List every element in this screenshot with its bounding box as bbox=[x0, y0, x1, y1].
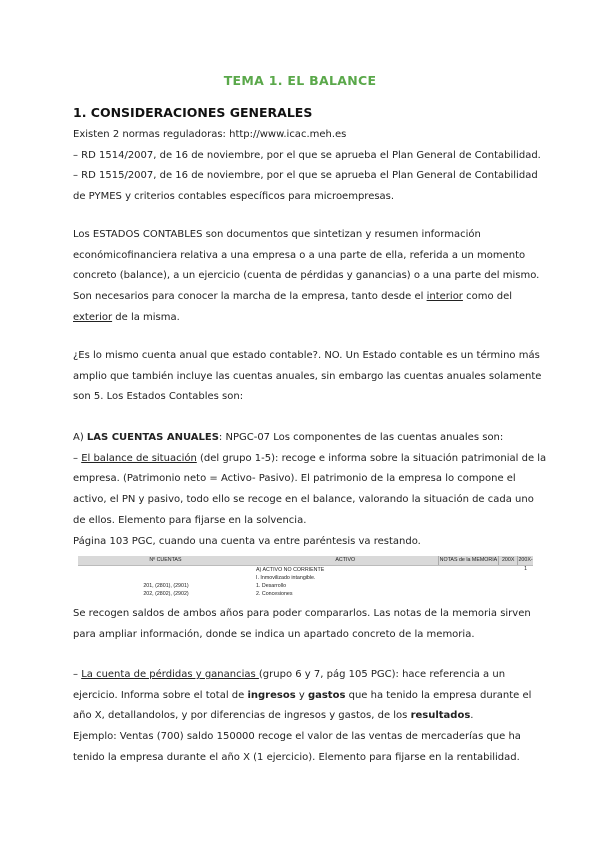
intro-line: Existen 2 normas reguladoras: http://www.icac.meh.es bbox=[73, 129, 347, 140]
cuentas-line: activo, el PN y pasivo, todo ello se recoge en el balance, valorando la situación de cada uno bbox=[73, 494, 534, 506]
text-span: – bbox=[73, 669, 82, 680]
exterior-link-text: exterior bbox=[73, 311, 113, 323]
cell-cuenta bbox=[78, 566, 254, 574]
header-activo: ACTIVO bbox=[335, 557, 356, 563]
text-span: (del grupo 1-5): recoge e informa sobre la situación patrimonial de la bbox=[196, 452, 547, 464]
text-span: Son necesarios para conocer la marcha de la empresa, tanto desde el bbox=[73, 291, 427, 303]
text-span: ejercicio. Informa sobre el total de bbox=[73, 689, 248, 701]
text-span: (grupo 6 y 7, pág 105 PGC): hace referencia a un bbox=[258, 669, 506, 680]
pyg-line: Ejemplo: Ventas (700) saldo 150000 recoge el valor de las ventas de mercaderías que ha bbox=[73, 731, 521, 743]
balance-table-image bbox=[78, 556, 533, 598]
text-span: y bbox=[295, 689, 308, 701]
text-span: . bbox=[470, 710, 474, 722]
text-span: como del bbox=[462, 291, 513, 303]
cell-cuenta: 201, (2801), (2901) bbox=[143, 583, 189, 589]
intro-paragraph bbox=[73, 125, 541, 208]
header-prev-year: 200X-1 bbox=[518, 557, 533, 572]
cell-activo: 2. Concesiones bbox=[256, 591, 293, 597]
text-span: A) bbox=[73, 432, 87, 443]
cuentas-line: Página 103 PGC, cuando una cuenta va entre paréntesis va restando. bbox=[73, 535, 421, 547]
estados-line: Los ESTADOS CONTABLES son documentos que sintetizan y resumen información bbox=[73, 229, 481, 240]
estados-line: económicofinanciera relativa a una empresa o a una parte de ella, referida a un momento bbox=[73, 249, 526, 261]
balance-situacion-underline: El balance de situación bbox=[81, 452, 197, 464]
section-heading: 1. CONSIDERACIONES GENERALES bbox=[73, 105, 313, 120]
cell-cuenta: 202, (2802), (2902) bbox=[143, 591, 189, 597]
pyg-paragraph bbox=[73, 665, 533, 769]
pregunta-line: amplio que también incluye las cuentas anuales, sin embargo las cuentas anuales solamente bbox=[73, 370, 542, 382]
text-span: – bbox=[73, 452, 82, 464]
text-span: año X, detallandolos, y por diferencias de ingresos y gastos, de los bbox=[73, 710, 411, 722]
saldos-paragraph bbox=[73, 604, 533, 645]
estados-line bbox=[73, 308, 533, 329]
cuentas-line bbox=[73, 428, 533, 449]
pyg-line bbox=[73, 686, 533, 707]
header-year: 200X bbox=[498, 556, 517, 565]
saldos-line: para ampliar información, donde se indica un apartado concreto de la memoria. bbox=[73, 628, 475, 640]
estados-paragraph bbox=[73, 225, 540, 329]
header-cuentas: Nº CUENTAS bbox=[149, 557, 182, 563]
table-row bbox=[78, 590, 533, 598]
intro-line: de PYMES y criterios contables específicos para microempresas. bbox=[73, 191, 395, 203]
pregunta-paragraph bbox=[73, 346, 542, 408]
cuentas-paragraph bbox=[73, 428, 547, 552]
text-span: de la misma. bbox=[112, 311, 180, 323]
pregunta-line: ¿Es lo mismo cuenta anual que estado contable?. NO. Un Estado contable es un término más bbox=[73, 350, 540, 361]
cuentas-line: empresa. (Patrimonio neto = Activo- Pasivo). El patrimonio de la empresa lo compone el bbox=[73, 473, 516, 485]
text-span: que ha tenido la empresa durante el bbox=[345, 689, 532, 701]
page-title: TEMA 1. EL BALANCE bbox=[223, 73, 377, 88]
cell-activo: 1. Desarrollo bbox=[256, 583, 287, 589]
intro-line: – RD 1514/2007, de 16 de noviembre, por el que se aprueba el Plan General de Contabilidad. bbox=[73, 149, 541, 161]
pyg-line bbox=[73, 665, 533, 686]
table-row bbox=[78, 574, 533, 582]
saldos-line: Se recogen saldos de ambos años para poder compararlos. Las notas de la memoria sirven bbox=[73, 608, 531, 619]
pyg-line bbox=[73, 706, 533, 727]
pyg-underline: La cuenta de pérdidas y ganancias bbox=[81, 669, 259, 680]
gastos-bold: gastos bbox=[307, 689, 346, 701]
cuentas-anuales-bold: LAS CUENTAS ANUALES bbox=[86, 432, 219, 443]
cuentas-line bbox=[73, 449, 547, 470]
intro-line: – RD 1515/2007, de 16 de noviembre, por el que se aprueba el Plan General de Contabilidad bbox=[73, 170, 538, 182]
cell-activo: A) ACTIVO NO CORRIENTE bbox=[256, 567, 325, 573]
pregunta-line: son 5. Los Estados Contables son: bbox=[73, 391, 244, 403]
interior-link-text: interior bbox=[426, 291, 463, 303]
cell-activo: I. Inmovilizado intangible. bbox=[256, 575, 316, 581]
estados-line: concreto (balance), a un ejercicio (cuenta de pérdidas y ganancias) o a una parte del mismo. bbox=[73, 270, 540, 282]
estados-line bbox=[73, 287, 533, 308]
ingresos-bold: ingresos bbox=[247, 689, 296, 701]
table-row bbox=[78, 566, 533, 574]
text-span: : NPGC-07 Los componentes de las cuentas anuales son: bbox=[218, 432, 504, 443]
cuentas-line: de ellos. Elemento para fijarse en la solvencia. bbox=[73, 514, 307, 526]
table-row bbox=[78, 582, 533, 590]
cell-cuenta bbox=[78, 574, 254, 582]
pyg-line: tenido la empresa durante el año X (1 ejercicio). Elemento para fijarse en la rentabilidad. bbox=[73, 751, 520, 763]
header-notas: NOTAS de la MEMORIA bbox=[439, 557, 498, 563]
resultados-bold: resultados bbox=[410, 710, 471, 722]
